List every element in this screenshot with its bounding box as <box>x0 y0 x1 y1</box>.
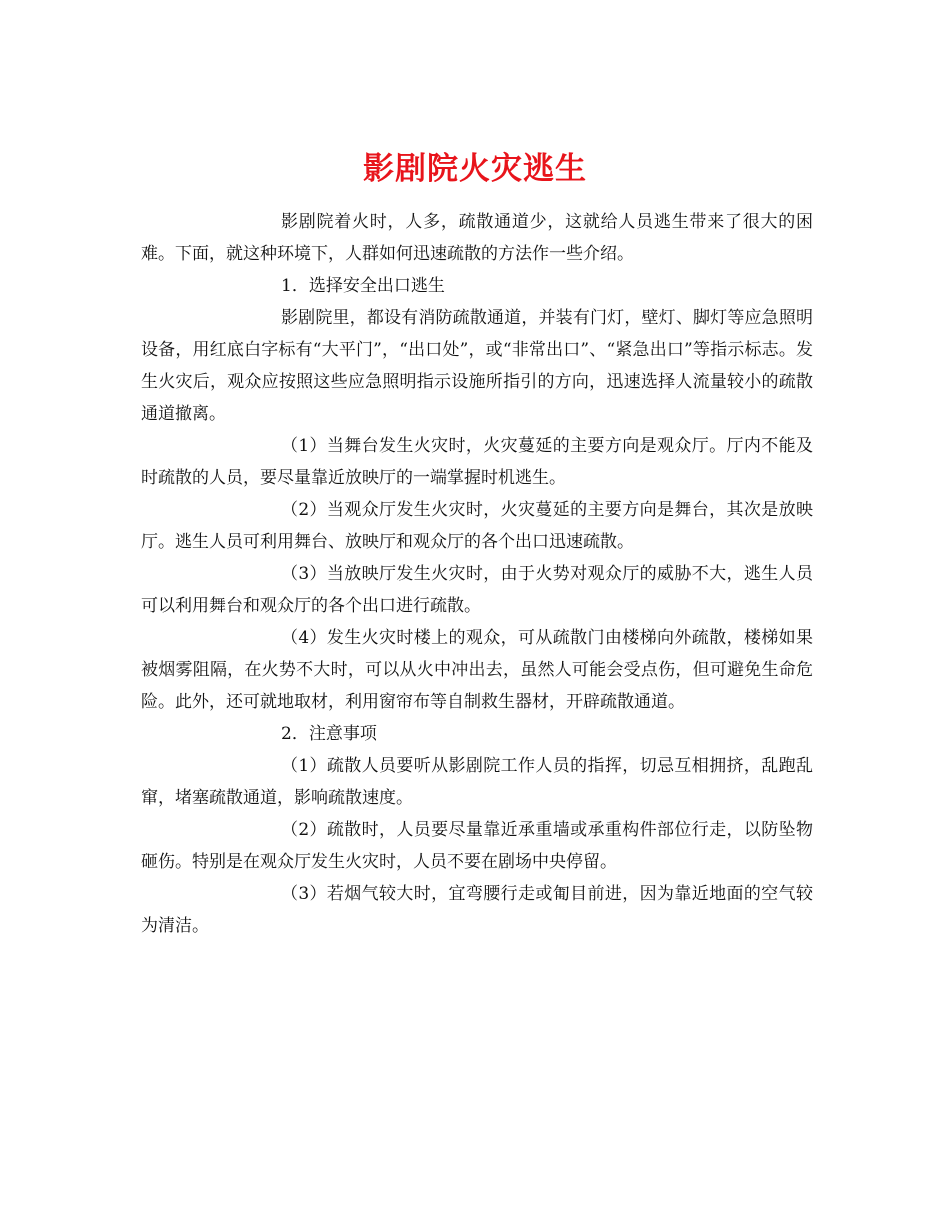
section-1-item-2: （2）当观众厅发生火灾时，火灾蔓延的主要方向是舞台，其次是放映厅。逃生人员可利用舞台、放映厅和观众厅的各个出口迅速疏散。 <box>141 500 813 552</box>
section-1-item-4: （4）发生火灾时楼上的观众，可从疏散门由楼梯向外疏散，楼梯如果被烟雾阻隔，在火势不大时，可以从火中冲出去，虽然人可能会受点伤，但可避免生命危险。此外，还可就地取材，利用窗帘布等自制救生器材，开辟疏散通道。 <box>141 628 813 712</box>
page-title: 影剧院火灾逃生 <box>363 150 587 187</box>
section-1-paragraph: 影剧院里，都设有消防疏散通道，并装有门灯，壁灯、脚灯等应急照明设备，用红底白字标有“大平门”，“出口处”，或“非常出口”、“紧急出口”等指示标志。发生火灾后，观众应按照这些应急照明指示设施所指引的方向，迅速选择人流量较小的疏散通道撤离。 <box>141 308 813 424</box>
document-body <box>141 206 813 942</box>
section-2-item-1: （1）疏散人员要听从影剧院工作人员的指挥，切忌互相拥挤，乱跑乱窜，堵塞疏散通道，影响疏散速度。 <box>141 756 813 808</box>
section-1-item-1: （1）当舞台发生火灾时，火灾蔓延的主要方向是观众厅。厅内不能及时疏散的人员，要尽量靠近放映厅的一端掌握时机逃生。 <box>141 436 813 488</box>
section-2-item-3: （3）若烟气较大时，宜弯腰行走或匍目前进，因为靠近地面的空气较为清洁。 <box>141 884 813 936</box>
section-2-item-2: （2）疏散时，人员要尽量靠近承重墙或承重构件部位行走，以防坠物砸伤。特别是在观众厅发生火灾时，人员不要在剧场中央停留。 <box>141 820 813 872</box>
section-heading-2: 2．注意事项 <box>281 724 377 744</box>
section-heading-1: 1．选择安全出口逃生 <box>281 276 445 296</box>
intro-paragraph: 影剧院着火时，人多，疏散通道少，这就给人员逃生带来了很大的困难。下面，就这种环境下，人群如何迅速疏散的方法作一些介绍。 <box>141 212 813 264</box>
section-1-item-3: （3）当放映厅发生火灾时，由于火势对观众厅的威胁不大，逃生人员可以利用舞台和观众厅的各个出口进行疏散。 <box>141 564 813 616</box>
